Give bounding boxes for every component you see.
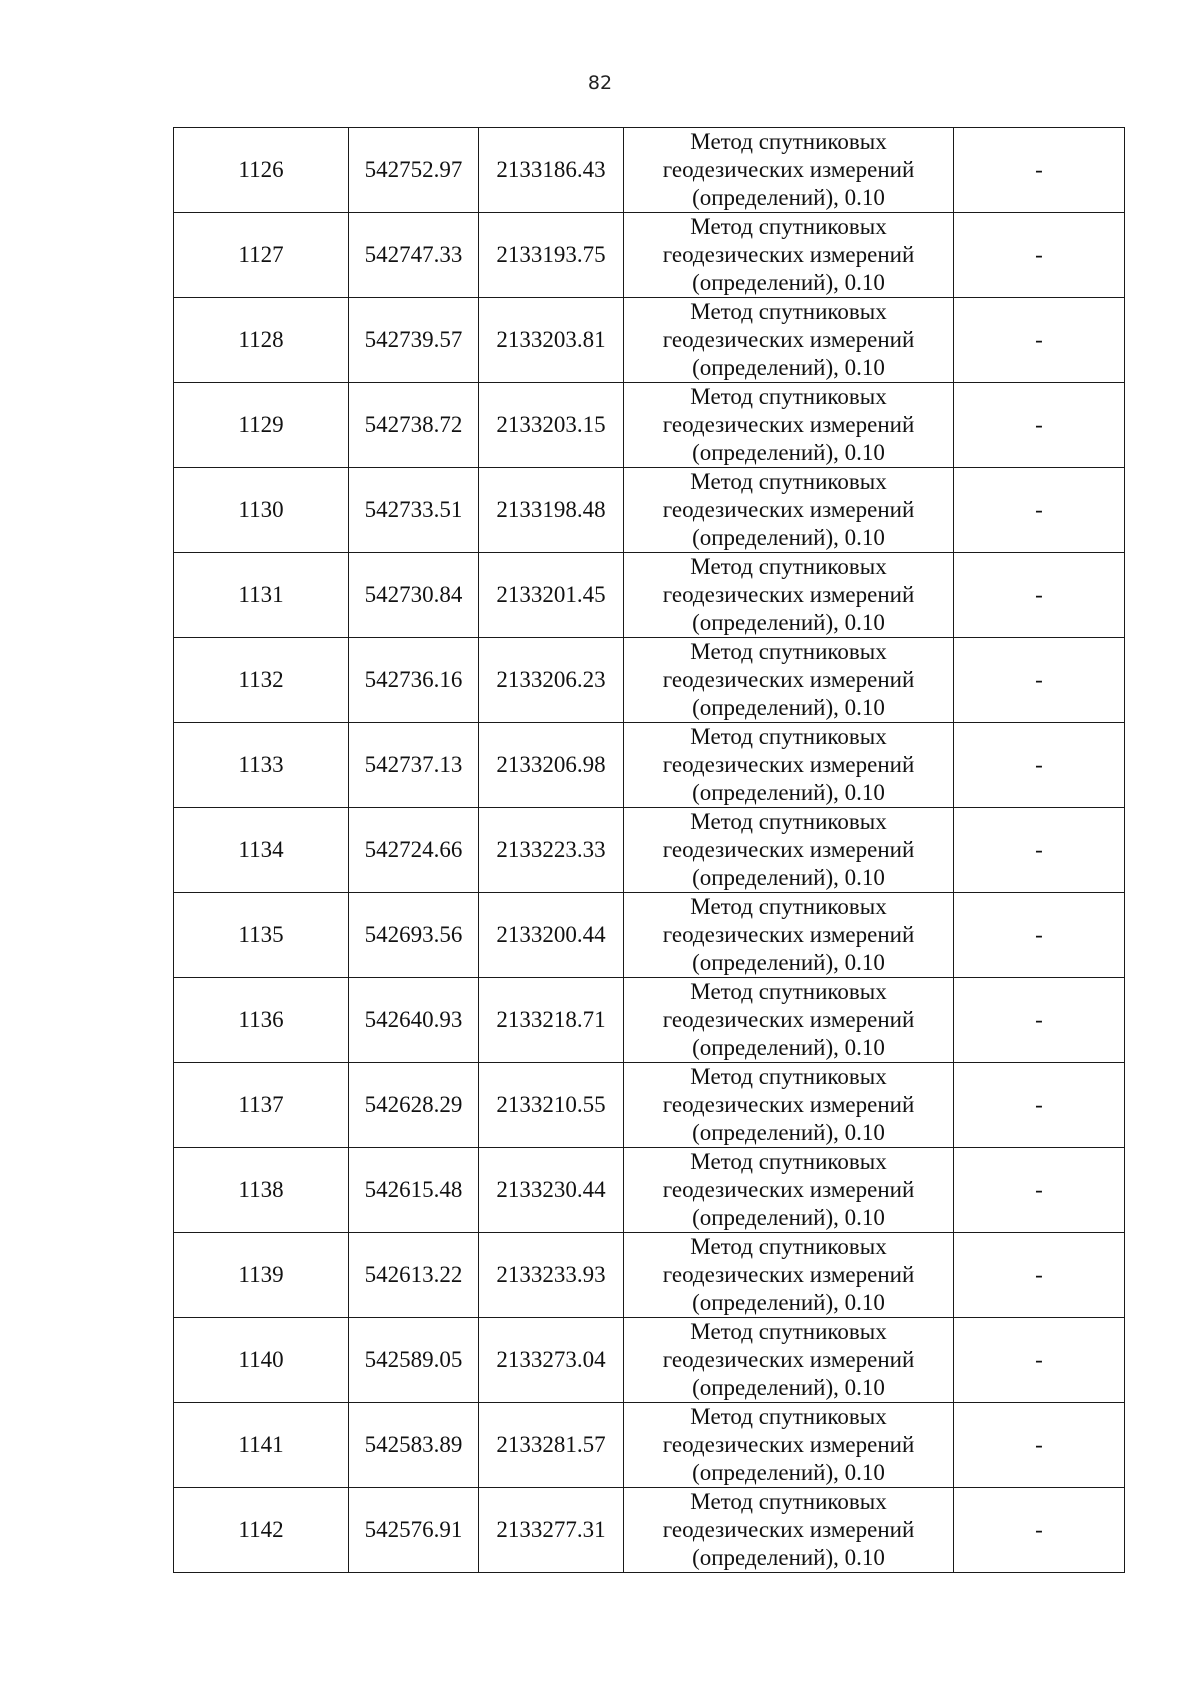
point-number-cell: 1141 [174,1403,349,1488]
method-line: Метод спутниковых [690,214,887,239]
method-cell [624,723,954,808]
note-cell: - [954,1233,1125,1318]
table-row [174,298,1125,383]
point-number-cell: 1128 [174,298,349,383]
y-coordinate-cell: 2133203.81 [479,298,624,383]
note-cell: - [954,893,1125,978]
method-line: Метод спутниковых [690,554,887,579]
note-cell: - [954,1063,1125,1148]
method-line: Метод спутниковых [690,1234,887,1259]
table-row [174,723,1125,808]
x-coordinate-cell: 542724.66 [349,808,479,893]
method-line: (определений), 0.10 [692,950,885,975]
method-line: (определений), 0.10 [692,1035,885,1060]
method-line: (определений), 0.10 [692,1460,885,1485]
method-line: геодезических измерений [662,327,915,352]
x-coordinate-cell: 542737.13 [349,723,479,808]
table-row [174,978,1125,1063]
point-number-cell: 1127 [174,213,349,298]
point-number-cell: 1129 [174,383,349,468]
method-line: Метод спутниковых [690,639,887,664]
table-row [174,1148,1125,1233]
method-cell [624,1403,954,1488]
note-cell: - [954,808,1125,893]
method-line: (определений), 0.10 [692,1205,885,1230]
y-coordinate-cell: 2133273.04 [479,1318,624,1403]
point-number-cell: 1132 [174,638,349,723]
y-coordinate-cell: 2133200.44 [479,893,624,978]
note-cell: - [954,213,1125,298]
x-coordinate-cell: 542733.51 [349,468,479,553]
x-coordinate-cell: 542583.89 [349,1403,479,1488]
method-line: геодезических измерений [662,1007,915,1032]
note-cell: - [954,128,1125,213]
y-coordinate-cell: 2133186.43 [479,128,624,213]
coordinates-table [173,127,1125,1573]
table-row [174,638,1125,723]
x-coordinate-cell: 542640.93 [349,978,479,1063]
method-line: Метод спутниковых [690,1149,887,1174]
note-cell: - [954,298,1125,383]
note-cell: - [954,1318,1125,1403]
x-coordinate-cell: 542628.29 [349,1063,479,1148]
y-coordinate-cell: 2133223.33 [479,808,624,893]
method-line: (определений), 0.10 [692,1120,885,1145]
method-line: (определений), 0.10 [692,695,885,720]
x-coordinate-cell: 542589.05 [349,1318,479,1403]
method-line: (определений), 0.10 [692,610,885,635]
y-coordinate-cell: 2133218.71 [479,978,624,1063]
note-cell: - [954,638,1125,723]
x-coordinate-cell: 542576.91 [349,1488,479,1573]
table-row [174,128,1125,213]
point-number-cell: 1130 [174,468,349,553]
method-line: Метод спутниковых [690,299,887,324]
table-row [174,1318,1125,1403]
x-coordinate-cell: 542693.56 [349,893,479,978]
method-line: Метод спутниковых [690,1404,887,1429]
method-line: геодезических измерений [662,752,915,777]
x-coordinate-cell: 542613.22 [349,1233,479,1318]
x-coordinate-cell: 542738.72 [349,383,479,468]
method-line: геодезических измерений [662,1092,915,1117]
y-coordinate-cell: 2133281.57 [479,1403,624,1488]
method-line: Метод спутниковых [690,894,887,919]
method-cell [624,1318,954,1403]
table-row [174,1233,1125,1318]
point-number-cell: 1138 [174,1148,349,1233]
method-cell [624,1488,954,1573]
point-number-cell: 1135 [174,893,349,978]
method-line: (определений), 0.10 [692,1290,885,1315]
table-row [174,1403,1125,1488]
method-cell [624,553,954,638]
method-cell [624,1148,954,1233]
page-number: 82 [587,72,613,94]
method-cell [624,213,954,298]
x-coordinate-cell: 542730.84 [349,553,479,638]
y-coordinate-cell: 2133206.98 [479,723,624,808]
method-line: геодезических измерений [662,1517,915,1542]
method-cell [624,298,954,383]
table-row [174,383,1125,468]
note-cell: - [954,383,1125,468]
method-cell [624,383,954,468]
point-number-cell: 1142 [174,1488,349,1573]
method-line: Метод спутниковых [690,1319,887,1344]
method-cell [624,638,954,723]
point-number-cell: 1140 [174,1318,349,1403]
point-number-cell: 1139 [174,1233,349,1318]
method-cell [624,808,954,893]
y-coordinate-cell: 2133201.45 [479,553,624,638]
method-line: Метод спутниковых [690,724,887,749]
table-row [174,213,1125,298]
note-cell: - [954,468,1125,553]
method-line: геодезических измерений [662,1262,915,1287]
method-line: Метод спутниковых [690,469,887,494]
x-coordinate-cell: 542747.33 [349,213,479,298]
note-cell: - [954,1148,1125,1233]
point-number-cell: 1136 [174,978,349,1063]
table-row [174,1488,1125,1573]
method-line: Метод спутниковых [690,809,887,834]
note-cell: - [954,978,1125,1063]
method-line: Метод спутниковых [690,1489,887,1514]
method-line: (определений), 0.10 [692,780,885,805]
table-row [174,1063,1125,1148]
x-coordinate-cell: 542736.16 [349,638,479,723]
method-cell [624,1233,954,1318]
method-cell [624,128,954,213]
point-number-cell: 1133 [174,723,349,808]
x-coordinate-cell: 542739.57 [349,298,479,383]
method-line: геодезических измерений [662,1177,915,1202]
y-coordinate-cell: 2133206.23 [479,638,624,723]
point-number-cell: 1131 [174,553,349,638]
point-number-cell: 1126 [174,128,349,213]
method-line: геодезических измерений [662,922,915,947]
x-coordinate-cell: 542615.48 [349,1148,479,1233]
method-line: геодезических измерений [662,242,915,267]
method-cell [624,468,954,553]
note-cell: - [954,1488,1125,1573]
method-line: (определений), 0.10 [692,1545,885,1570]
method-line: Метод спутниковых [690,384,887,409]
method-cell [624,978,954,1063]
method-line: (определений), 0.10 [692,525,885,550]
table-row [174,553,1125,638]
method-line: (определений), 0.10 [692,865,885,890]
method-line: геодезических измерений [662,582,915,607]
method-line: (определений), 0.10 [692,1375,885,1400]
method-line: геодезических измерений [662,1432,915,1457]
method-line: геодезических измерений [662,667,915,692]
table-row [174,468,1125,553]
method-line: Метод спутниковых [690,129,887,154]
table-row [174,893,1125,978]
y-coordinate-cell: 2133210.55 [479,1063,624,1148]
method-cell [624,893,954,978]
method-line: (определений), 0.10 [692,355,885,380]
method-line: Метод спутниковых [690,979,887,1004]
note-cell: - [954,1403,1125,1488]
method-line: геодезических измерений [662,1347,915,1372]
coordinates-table-body [174,128,1125,1573]
y-coordinate-cell: 2133230.44 [479,1148,624,1233]
y-coordinate-cell: 2133193.75 [479,213,624,298]
y-coordinate-cell: 2133203.15 [479,383,624,468]
method-line: геодезических измерений [662,157,915,182]
method-line: (определений), 0.10 [692,440,885,465]
method-line: геодезических измерений [662,837,915,862]
y-coordinate-cell: 2133198.48 [479,468,624,553]
point-number-cell: 1137 [174,1063,349,1148]
table-row [174,808,1125,893]
x-coordinate-cell: 542752.97 [349,128,479,213]
method-cell [624,1063,954,1148]
method-line: Метод спутниковых [690,1064,887,1089]
note-cell: - [954,553,1125,638]
point-number-cell: 1134 [174,808,349,893]
method-line: геодезических измерений [662,412,915,437]
method-line: (определений), 0.10 [692,270,885,295]
y-coordinate-cell: 2133277.31 [479,1488,624,1573]
method-line: геодезических измерений [662,497,915,522]
method-line: (определений), 0.10 [692,185,885,210]
y-coordinate-cell: 2133233.93 [479,1233,624,1318]
note-cell: - [954,723,1125,808]
